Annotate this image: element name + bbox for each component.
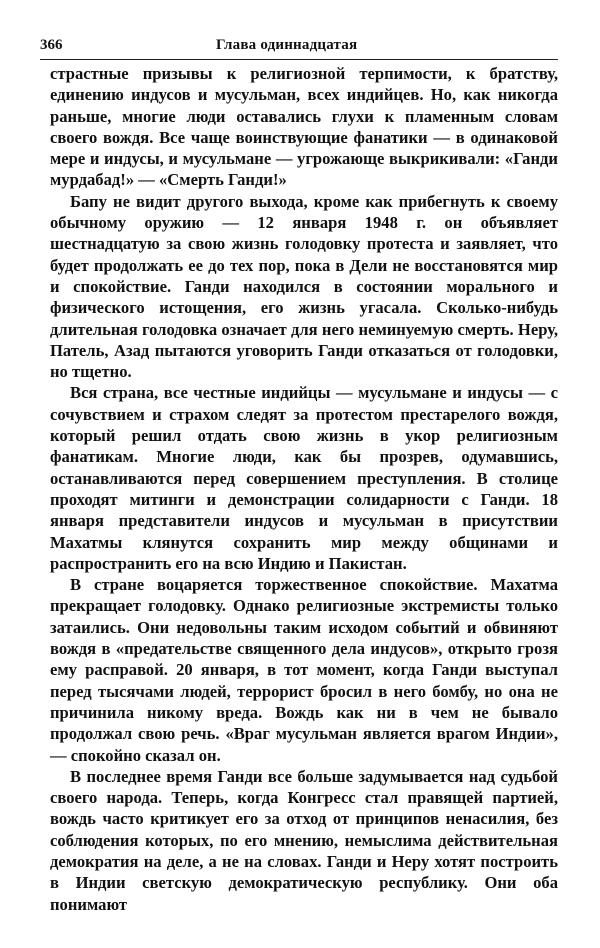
paragraph: В последнее время Ганди все больше задумывается над судьбой своего народа. Теперь, когда Конгресс стал правящей партией, вождь часто критикует его за отход от принципов ненасилия, без соблюдения которых, по его мнению, немыслима действительная демократия на деле, а не на словах. Ганди и Неру хотят построить в Индии светскую демократическую республику. Они оба понимают bbox=[50, 766, 558, 914]
body-text bbox=[50, 63, 558, 915]
paragraph: В стране воцаряется торжественное спокойствие. Махатма прекращает голодовку. Однако религиозные экстремисты только затаились. Они недовольны таким исходом событий и обвиняют вождя в «предательстве священного дела индусов», открыто грозя ему расправой. 20 января, в тот момент, когда Ганди выступал перед тысячами людей, террорист бросил в него бомбу, но она не причинила никому вреда. Вождь как ни в чем не бывало продолжал свою речь. «Враг мусульман является врагом Индии», — спокойно сказал он. bbox=[50, 575, 558, 765]
paragraph: Вся страна, все честные индийцы — мусульмане и индусы — с сочувствием и страхом следят за протестом престарелого вождя, который решил отдать свою жизнь в укор религиозным фанатикам. Многие люди, как бы прозрев, одумавшись, останавливаются перед совершением преступления. В столице проходят митинги и демонстрации солидарности с Ганди. 18 января представители индусов и мусульман в присутствии Махатмы клянутся сохранить мир между общинами и распространить его на всю Индию и Пакистан. bbox=[50, 383, 558, 573]
page-number: 366 bbox=[40, 37, 63, 53]
paragraph: Бапу не видит другого выхода, кроме как прибегнуть к своему обычному оружию — 12 января 1948 г. он объявляет шестнадцатую за свою жизнь голодовку протеста и заявляет, что будет продолжать ее до тех пор, пока в Дели не восстановятся мир и спокойствие. Ганди находился в состоянии морального и физического истощения, его жизнь угасала. Сколько-нибудь длительная голодовка означает для него неминуемую смерть. Неру, Патель, Азад пытаются уговорить Ганди отказаться от голодовки, но тщетно. bbox=[50, 191, 558, 382]
paragraph: страстные призывы к религиозной терпимости, к братству, единению индусов и мусульман, всех индийцев. Но, как никогда раньше, многие люди оставались глухи к пламенным словам своего вождя. Все чаще воинствующие фанатики — в одинаковой мере и индусы, и мусульмане — угрожающе выкрикивали: «Ганди мурдабад!» — «Смерть Ганди!» bbox=[50, 64, 558, 190]
chapter-title: Глава одиннадцатая bbox=[216, 37, 358, 53]
running-header bbox=[40, 37, 558, 60]
